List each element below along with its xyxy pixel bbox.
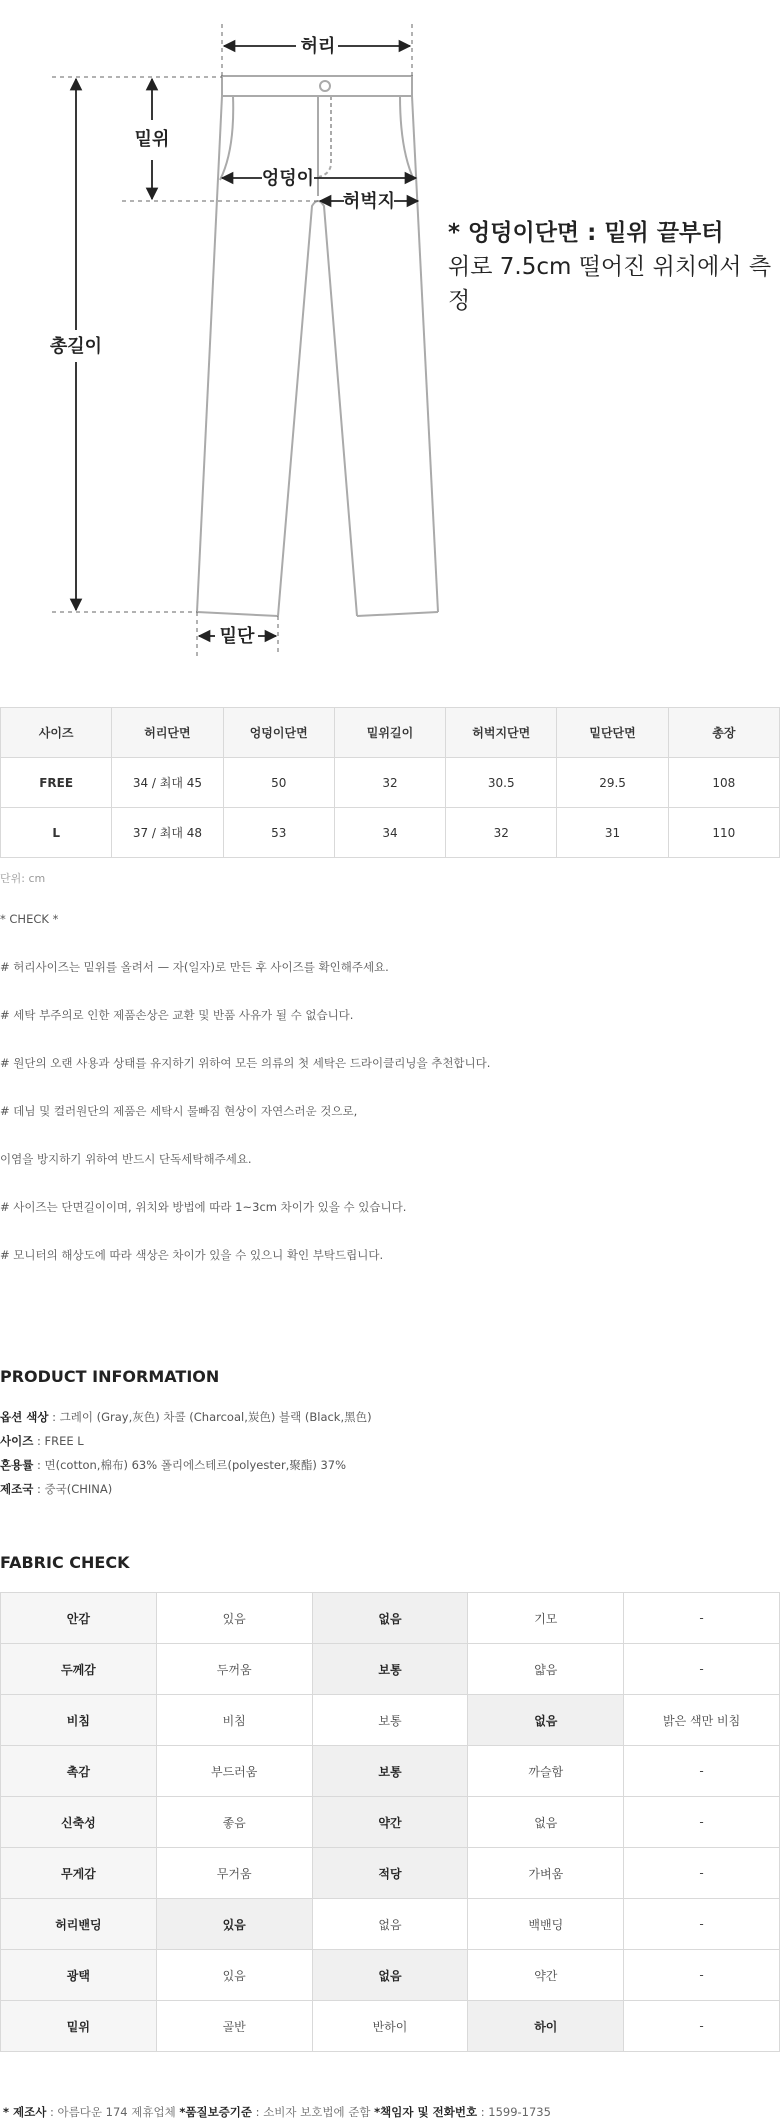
- fabric-option: 있음: [156, 1950, 312, 2001]
- total-length-label: 총길이: [49, 336, 103, 357]
- fabric-option: 약간: [468, 1950, 624, 2001]
- product-info-item: [0, 1431, 372, 1455]
- hem-label: 밑단: [219, 626, 255, 647]
- product-info-label: 사이즈: [0, 1434, 34, 1448]
- note-item: # 데님 및 컬러원단의 제품은 세탁시 물빠짐 현상이 자연스러운 것으로,: [0, 1104, 358, 1118]
- note-item: # 사이즈는 단면길이이며, 위치와 방법에 따라 1~3cm 차이가 있을 수 있습니다.: [0, 1200, 407, 1214]
- fabric-option-selected: 없음: [312, 1950, 468, 2001]
- contact-value: : 1599-1735: [477, 2105, 551, 2119]
- product-info-item: [0, 1407, 372, 1431]
- quality-value: : 소비자 보호법에 준함: [252, 2105, 375, 2119]
- product-info-value: : 그레이 (Gray,灰色) 차콜 (Charcoal,炭色) 블랙 (Black,黑色): [48, 1410, 372, 1424]
- fabric-option: 반하이: [312, 2001, 468, 2052]
- size-cell: FREE: [1, 758, 112, 808]
- fabric-option: -: [624, 1848, 780, 1899]
- product-info-label: 제조국: [0, 1482, 34, 1496]
- rise-label: 밑위: [134, 129, 170, 150]
- waist-label: 허리: [300, 36, 336, 57]
- fabric-row-label: 비침: [1, 1695, 157, 1746]
- fabric-option: 무거움: [156, 1848, 312, 1899]
- fabric-check-table: [0, 1592, 780, 2052]
- guide-lines: [49, 24, 412, 656]
- fabric-option-selected: 없음: [312, 1593, 468, 1644]
- size-cell: 34 / 최대 45: [112, 758, 223, 808]
- product-info-title: PRODUCT INFORMATION: [0, 1367, 220, 1386]
- contact-label: *책임자 및 전화번호: [374, 2105, 478, 2119]
- fabric-option: -: [624, 1746, 780, 1797]
- size-cell: 34: [334, 808, 445, 858]
- quality-label: *품질보증기준: [179, 2105, 253, 2119]
- note-item: # 원단의 오랜 사용과 상태를 유지하기 위하여 모든 의류의 첫 세탁은 드라이클리닝을 추천합니다.: [0, 1056, 491, 1070]
- size-header-cell: 엉덩이단면: [223, 708, 334, 758]
- note-item: # 세탁 부주의로 인한 제품손상은 교환 및 반품 사유가 될 수 없습니다.: [0, 1008, 354, 1022]
- fabric-option: -: [624, 1593, 780, 1644]
- product-info-value: : FREE L: [33, 1434, 84, 1448]
- product-info-value: : 중국(CHINA): [33, 1482, 113, 1496]
- pants-outline: [197, 76, 438, 616]
- hip-measure-note: [448, 216, 780, 318]
- fabric-option-selected: 보통: [312, 1644, 468, 1695]
- fabric-row-label: 안감: [1, 1593, 157, 1644]
- maker-value: : 아름다운 174 제휴업체: [46, 2105, 180, 2119]
- size-table: [0, 707, 780, 858]
- size-table-header: [1, 708, 780, 758]
- fabric-row-label: 허리밴딩: [1, 1899, 157, 1950]
- product-info-list: [0, 1407, 372, 1503]
- size-header-cell: 밑단단면: [557, 708, 668, 758]
- fabric-row: [1, 1797, 780, 1848]
- fabric-row: [1, 1746, 780, 1797]
- fabric-option: 비침: [156, 1695, 312, 1746]
- note-line-2: 위로 7.5cm 떨어진 위치에서 측정: [448, 254, 772, 314]
- fabric-option: 골반: [156, 2001, 312, 2052]
- size-cell: 29.5: [557, 758, 668, 808]
- size-cell: 32: [334, 758, 445, 808]
- fabric-option-selected: 적당: [312, 1848, 468, 1899]
- note-line-1: * 엉덩이단면 : 밑위 끝부터: [448, 220, 724, 246]
- fabric-row: [1, 2001, 780, 2052]
- size-header-cell: 총장: [668, 708, 779, 758]
- fabric-option-selected: 하이: [468, 2001, 624, 2052]
- measure-arrows: [76, 46, 418, 636]
- fabric-row: [1, 1950, 780, 2001]
- size-cell: L: [1, 808, 112, 858]
- size-table-row: [1, 808, 780, 858]
- fabric-option: 기모: [468, 1593, 624, 1644]
- product-info-label: 혼용률: [0, 1458, 34, 1472]
- size-header-cell: 허리단면: [112, 708, 223, 758]
- size-cell: 108: [668, 758, 779, 808]
- fabric-option-selected: 없음: [468, 1695, 624, 1746]
- size-cell: 53: [223, 808, 334, 858]
- fabric-check-title: FABRIC CHECK: [0, 1553, 130, 1572]
- fabric-row: [1, 1593, 780, 1644]
- fabric-row: [1, 1848, 780, 1899]
- fabric-row-label: 신축성: [1, 1797, 157, 1848]
- size-header-cell: 사이즈: [1, 708, 112, 758]
- fabric-option: 백밴딩: [468, 1899, 624, 1950]
- unit-label: 단위: cm: [0, 872, 46, 885]
- pants-measurement-diagram: [0, 0, 780, 670]
- fabric-row-label: 촉감: [1, 1746, 157, 1797]
- note-item: * CHECK *: [0, 912, 59, 926]
- note-item: # 모니터의 해상도에 따라 색상은 차이가 있을 수 있으니 확인 부탁드립니다.: [0, 1248, 384, 1262]
- fabric-option: 까슬함: [468, 1746, 624, 1797]
- hip-label: 엉덩이: [261, 168, 315, 189]
- fabric-row-label: 두께감: [1, 1644, 157, 1695]
- note-item: # 허리사이즈는 밑위를 올려서 — 자(일자)로 만든 후 사이즈를 확인해주세요.: [0, 960, 389, 974]
- fabric-option: -: [624, 2001, 780, 2052]
- size-cell: 37 / 최대 48: [112, 808, 223, 858]
- size-header-cell: 허벅지단면: [446, 708, 557, 758]
- size-cell: 110: [668, 808, 779, 858]
- size-header-cell: 밑위길이: [334, 708, 445, 758]
- fabric-option: -: [624, 1899, 780, 1950]
- fabric-option-selected: 있음: [156, 1899, 312, 1950]
- product-info-label: 옵션 색상: [0, 1410, 49, 1424]
- size-cell: 32: [446, 808, 557, 858]
- product-info-item: [0, 1455, 372, 1479]
- size-cell: 31: [557, 808, 668, 858]
- fabric-option: 가벼움: [468, 1848, 624, 1899]
- fabric-row: [1, 1644, 780, 1695]
- fabric-option: 있음: [156, 1593, 312, 1644]
- maker-label: * 제조사: [3, 2105, 47, 2119]
- product-info-item: [0, 1479, 372, 1503]
- fabric-option: -: [624, 1644, 780, 1695]
- seller-info-footer: [3, 2104, 551, 2120]
- size-table-row: [1, 758, 780, 808]
- fabric-option-selected: 약간: [312, 1797, 468, 1848]
- fabric-option: -: [624, 1950, 780, 2001]
- fabric-option: 없음: [312, 1899, 468, 1950]
- product-info-value: : 면(cotton,棉布) 63% 폴리에스테르(polyester,聚酯) 37%: [33, 1458, 347, 1472]
- fabric-row-label: 밑위: [1, 2001, 157, 2052]
- fabric-row-label: 무게감: [1, 1848, 157, 1899]
- fabric-option: 밝은 색만 비침: [624, 1695, 780, 1746]
- fabric-option: 좋음: [156, 1797, 312, 1848]
- fabric-option: -: [624, 1797, 780, 1848]
- fabric-option: 보통: [312, 1695, 468, 1746]
- care-notes: [0, 911, 490, 1295]
- fabric-row: [1, 1695, 780, 1746]
- fabric-row-label: 광택: [1, 1950, 157, 2001]
- note-item: 이염을 방지하기 위하여 반드시 단독세탁해주세요.: [0, 1152, 252, 1166]
- fabric-row: [1, 1899, 780, 1950]
- fabric-option-selected: 보통: [312, 1746, 468, 1797]
- fabric-option: 두꺼움: [156, 1644, 312, 1695]
- fabric-option: 없음: [468, 1797, 624, 1848]
- fabric-option: 얇음: [468, 1644, 624, 1695]
- fabric-option: 부드러움: [156, 1746, 312, 1797]
- size-cell: 30.5: [446, 758, 557, 808]
- thigh-label: 허벅지: [342, 191, 396, 212]
- size-cell: 50: [223, 758, 334, 808]
